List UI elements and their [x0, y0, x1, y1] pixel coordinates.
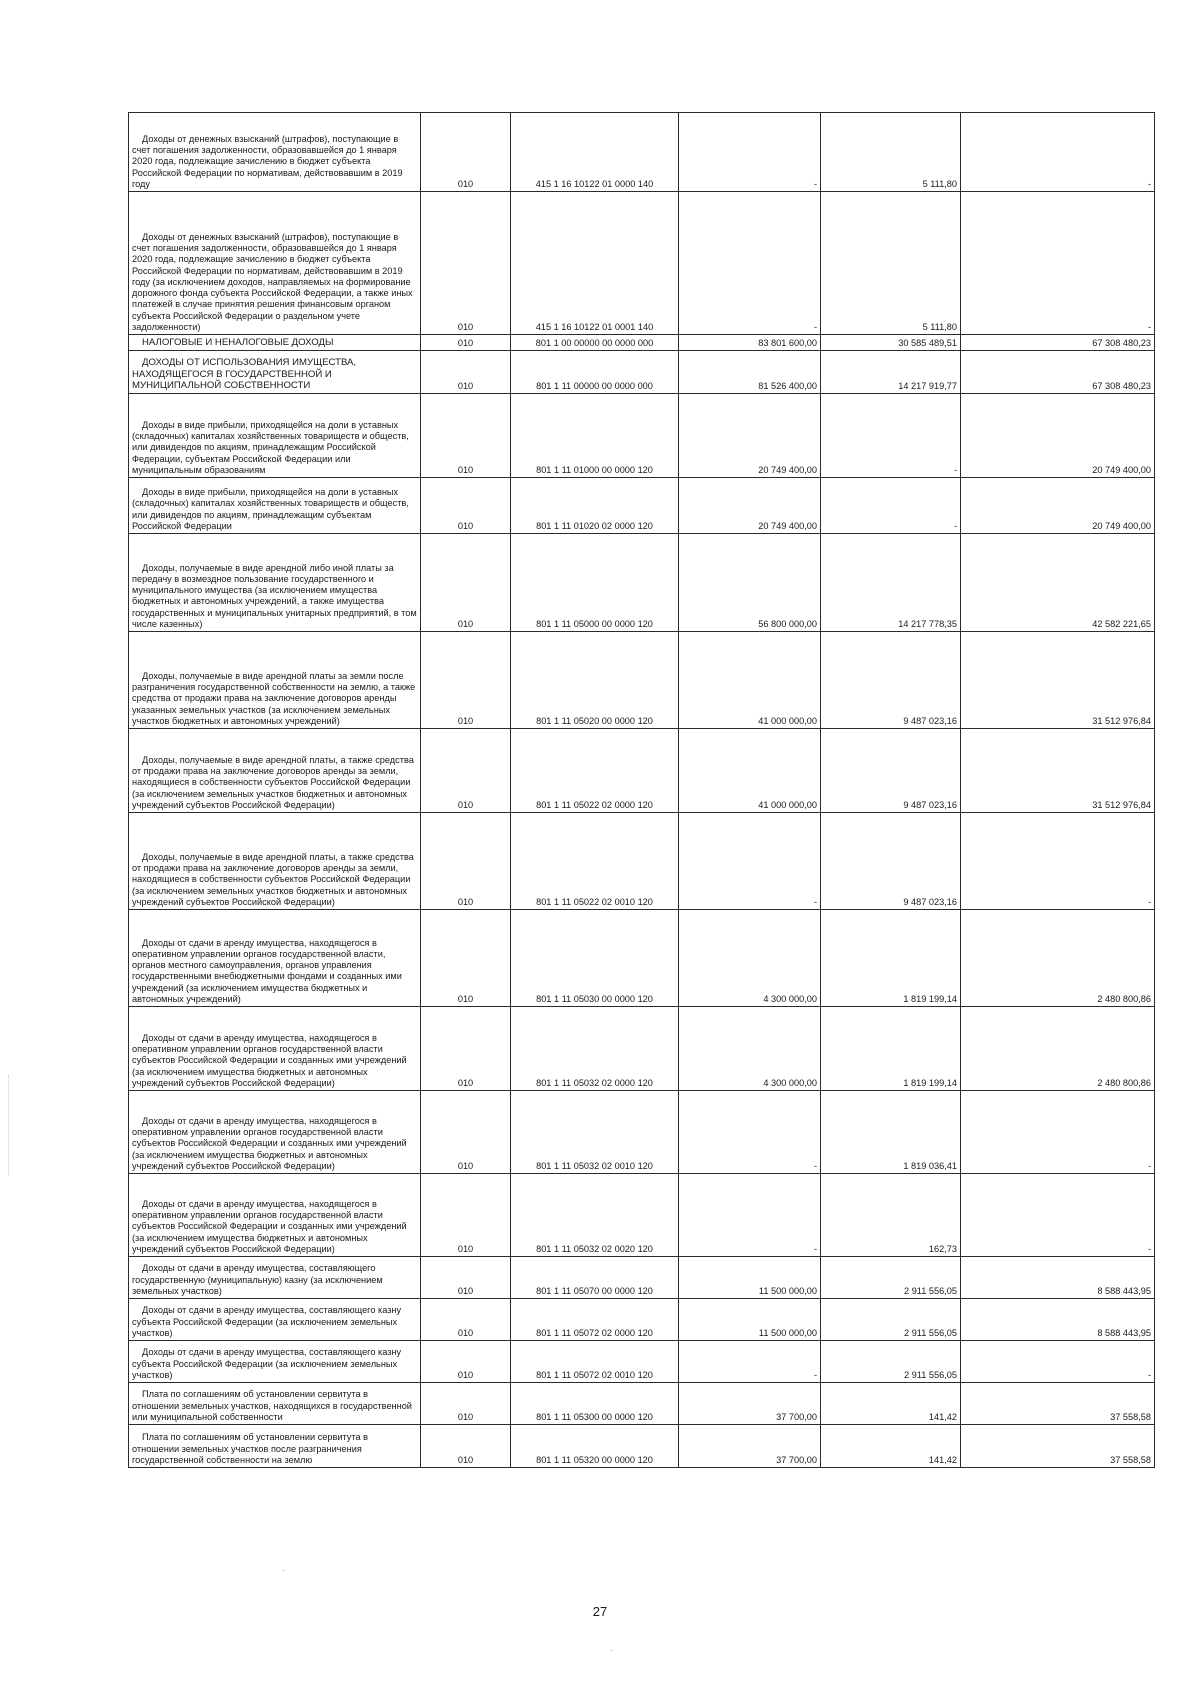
row-fact-cell: 2 911 556,05: [821, 1257, 961, 1299]
row-fact-cell: 14 217 919,77: [821, 351, 961, 394]
row-code-cell: 010: [421, 632, 511, 729]
row-name-cell: Доходы от сдачи в аренду имущества, составляющего казну субъекта Российской Федерации (за исключением земельных участков): [129, 1299, 421, 1341]
table-row: [129, 478, 1155, 534]
row-code-cell: 010: [421, 1299, 511, 1341]
row-kbk-cell: 801 1 11 05032 02 0000 120: [511, 1007, 679, 1091]
row-plan-cell: 41 000 000,00: [679, 632, 821, 729]
row-code-cell: 010: [421, 1341, 511, 1383]
row-plan-cell: 4 300 000,00: [679, 910, 821, 1007]
row-plan-cell: 11 500 000,00: [679, 1299, 821, 1341]
row-name-cell: Доходы от сдачи в аренду имущества, находящегося в оперативном управлении органов государственной власти субъектов Российской Федерации и созданных ими учреждений (за исключением имущества бюджетных и автономных учреждений субъектов Российской Федерации): [129, 1007, 421, 1091]
row-name-cell: Доходы от сдачи в аренду имущества, находящегося в оперативном управлении органов государственной власти субъектов Российской Федерации и созданных ими учреждений (за исключением имущества бюджетных и автономных учреждений субъектов Российской Федерации): [129, 1174, 421, 1257]
row-rest-cell: -: [961, 1341, 1155, 1383]
row-name-cell: Доходы, получаемые в виде арендной либо иной платы за передачу в возмездное пользование государственного и муниципального имущества (за исключением имущества бюджетных и автономных учреждений, а также имущества государственных и муниципальных унитарных предприятий, в том числе казенных): [129, 534, 421, 632]
row-name-cell: Доходы от сдачи в аренду имущества, находящегося в оперативном управлении органов государственной власти, органов местного самоуправления, органов управления государственными внебюджетными фондами и созданных ими учреждений (за исключением имущества бюджетных и автономных учреждений): [129, 910, 421, 1007]
row-fact-cell: 141,42: [821, 1383, 961, 1425]
row-kbk-cell: 801 1 11 05020 00 0000 120: [511, 632, 679, 729]
table-row: [129, 1383, 1155, 1425]
row-code-cell: 010: [421, 910, 511, 1007]
row-plan-cell: -: [679, 1341, 821, 1383]
row-fact-cell: 1 819 199,14: [821, 1007, 961, 1091]
row-kbk-cell: 801 1 11 05300 00 0000 120: [511, 1383, 679, 1425]
row-kbk-cell: 415 1 16 10122 01 0001 140: [511, 192, 679, 335]
row-code-cell: 010: [421, 1257, 511, 1299]
row-rest-cell: 37 558,58: [961, 1383, 1155, 1425]
row-rest-cell: 42 582 221,65: [961, 534, 1155, 632]
row-name-cell: Доходы от денежных взысканий (штрафов), поступающие в счет погашения задолженности, образовавшейся до 1 января 2020 года, подлежащие зачислению в бюджет субъекта Российской Федерации по нормативам, действовавшим в 2019 году: [129, 113, 421, 192]
row-rest-cell: -: [961, 113, 1155, 192]
row-rest-cell: -: [961, 1174, 1155, 1257]
row-code-cell: 010: [421, 729, 511, 813]
row-name-cell: Доходы, получаемые в виде арендной платы, а также средства от продажи права на заключение договоров аренды за земли, находящиеся в собственности субъектов Российской Федерации (за исключением земельных участков бюджетных и автономных учреждений субъектов Российской Федерации): [129, 813, 421, 910]
row-rest-cell: -: [961, 813, 1155, 910]
row-plan-cell: 81 526 400,00: [679, 351, 821, 394]
table-row: [129, 351, 1155, 394]
row-plan-cell: 4 300 000,00: [679, 1007, 821, 1091]
row-kbk-cell: 801 1 11 01020 02 0000 120: [511, 478, 679, 534]
table-row: [129, 1174, 1155, 1257]
table-row: [129, 1425, 1155, 1468]
row-name-cell: Доходы от сдачи в аренду имущества, находящегося в оперативном управлении органов государственной власти субъектов Российской Федерации и созданных ими учреждений (за исключением имущества бюджетных и автономных учреждений субъектов Российской Федерации): [129, 1091, 421, 1174]
row-plan-cell: 37 700,00: [679, 1383, 821, 1425]
row-kbk-cell: 801 1 11 05072 02 0010 120: [511, 1341, 679, 1383]
table-body: [129, 113, 1155, 1468]
scan-speck: [283, 1570, 284, 1571]
row-kbk-cell: 801 1 11 05022 02 0000 120: [511, 729, 679, 813]
row-rest-cell: 67 308 480,23: [961, 335, 1155, 351]
row-name-cell: ДОХОДЫ ОТ ИСПОЛЬЗОВАНИЯ ИМУЩЕСТВА, НАХОДЯЩЕГОСЯ В ГОСУДАРСТВЕННОЙ И МУНИЦИПАЛЬНОЙ СОБСТВЕННОСТИ: [129, 351, 421, 394]
row-rest-cell: 37 558,58: [961, 1425, 1155, 1468]
row-fact-cell: -: [821, 394, 961, 478]
row-name-cell: Плата по соглашениям об установлении сервитута в отношении земельных участков, находящихся в государственной или муниципальной собственности: [129, 1383, 421, 1425]
row-plan-cell: 83 801 600,00: [679, 335, 821, 351]
table-row: [129, 813, 1155, 910]
row-plan-cell: 41 000 000,00: [679, 729, 821, 813]
row-fact-cell: 9 487 023,16: [821, 813, 961, 910]
row-fact-cell: 1 819 036,41: [821, 1091, 961, 1174]
row-kbk-cell: 801 1 11 05032 02 0020 120: [511, 1174, 679, 1257]
scan-speck: [611, 1650, 612, 1651]
row-name-cell: Доходы от сдачи в аренду имущества, составляющего казну субъекта Российской Федерации (за исключением земельных участков): [129, 1341, 421, 1383]
row-fact-cell: 162,73: [821, 1174, 961, 1257]
row-fact-cell: 2 911 556,05: [821, 1341, 961, 1383]
row-rest-cell: 2 480 800,86: [961, 1007, 1155, 1091]
row-kbk-cell: 801 1 11 00000 00 0000 000: [511, 351, 679, 394]
row-kbk-cell: 801 1 11 05070 00 0000 120: [511, 1257, 679, 1299]
row-kbk-cell: 801 1 11 05320 00 0000 120: [511, 1425, 679, 1468]
row-fact-cell: 14 217 778,35: [821, 534, 961, 632]
row-plan-cell: 20 749 400,00: [679, 478, 821, 534]
row-code-cell: 010: [421, 1383, 511, 1425]
row-rest-cell: 2 480 800,86: [961, 910, 1155, 1007]
row-code-cell: 010: [421, 1174, 511, 1257]
row-code-cell: 010: [421, 534, 511, 632]
row-fact-cell: 5 111,80: [821, 113, 961, 192]
table-row: [129, 113, 1155, 192]
row-fact-cell: 2 911 556,05: [821, 1299, 961, 1341]
table-row: [129, 910, 1155, 1007]
row-name-cell: Доходы, получаемые в виде арендной платы, а также средства от продажи права на заключение договоров аренды за земли, находящиеся в собственности субъектов Российской Федерации (за исключением земельных участков бюджетных и автономных учреждений субъектов Российской Федерации): [129, 729, 421, 813]
revenue-table: [128, 112, 1155, 1468]
row-plan-cell: 20 749 400,00: [679, 394, 821, 478]
row-name-cell: Доходы в виде прибыли, приходящейся на доли в уставных (складочных) капиталах хозяйственных товариществ и обществ, или дивидендов по акциям, принадлежащим Российской Федерации, субъектам Российской Федерации или муниципальным образованиям: [129, 394, 421, 478]
table-row: [129, 1091, 1155, 1174]
row-plan-cell: -: [679, 1091, 821, 1174]
row-plan-cell: -: [679, 113, 821, 192]
row-name-cell: Доходы в виде прибыли, приходящейся на доли в уставных (складочных) капиталах хозяйственных товариществ и обществ, или дивидендов по акциям, принадлежащим субъектам Российской Федерации: [129, 478, 421, 534]
table-row: [129, 632, 1155, 729]
row-code-cell: 010: [421, 394, 511, 478]
row-code-cell: 010: [421, 1007, 511, 1091]
row-rest-cell: 31 512 976,84: [961, 632, 1155, 729]
row-plan-cell: -: [679, 1174, 821, 1257]
row-fact-cell: 30 585 489,51: [821, 335, 961, 351]
row-fact-cell: 141,42: [821, 1425, 961, 1468]
row-rest-cell: -: [961, 1091, 1155, 1174]
row-code-cell: 010: [421, 1425, 511, 1468]
row-kbk-cell: 801 1 11 01000 00 0000 120: [511, 394, 679, 478]
row-code-cell: 010: [421, 335, 511, 351]
row-code-cell: 010: [421, 192, 511, 335]
row-fact-cell: 9 487 023,16: [821, 632, 961, 729]
row-fact-cell: 9 487 023,16: [821, 729, 961, 813]
row-kbk-cell: 801 1 11 05030 00 0000 120: [511, 910, 679, 1007]
scan-edge-mark: [8, 1075, 10, 1175]
row-name-cell: Доходы, получаемые в виде арендной платы за земли после разграничения государственной собственности на землю, а также средства от продажи права на заключение договоров аренды указанных земельных участков (за исключением земельных участков бюджетных и автономных учреждений): [129, 632, 421, 729]
row-name-cell: Доходы от денежных взысканий (штрафов), поступающие в счет погашения задолженности, образовавшейся до 1 января 2020 года, подлежащие зачислению в бюджет субъекта Российской Федерации по нормативам, действовавшим в 2019 году (за исключением доходов, направляемых на формирование дорожного фонда субъекта Российской Федерации, а также иных платежей в случае принятия решения финансовым органом субъекта Российской Федерации о раздельном учете задолженности): [129, 192, 421, 335]
row-code-cell: 010: [421, 351, 511, 394]
row-rest-cell: -: [961, 192, 1155, 335]
row-plan-cell: 11 500 000,00: [679, 1257, 821, 1299]
table-row: [129, 1007, 1155, 1091]
row-fact-cell: -: [821, 478, 961, 534]
row-code-cell: 010: [421, 478, 511, 534]
row-fact-cell: 1 819 199,14: [821, 910, 961, 1007]
row-kbk-cell: 801 1 11 05022 02 0010 120: [511, 813, 679, 910]
row-fact-cell: 5 111,80: [821, 192, 961, 335]
row-rest-cell: 20 749 400,00: [961, 478, 1155, 534]
page-number: 27: [592, 1604, 608, 1619]
table-row: [129, 394, 1155, 478]
table-row: [129, 729, 1155, 813]
row-code-cell: 010: [421, 1091, 511, 1174]
row-kbk-cell: 415 1 16 10122 01 0000 140: [511, 113, 679, 192]
table-row: [129, 1257, 1155, 1299]
row-kbk-cell: 801 1 11 05032 02 0010 120: [511, 1091, 679, 1174]
table-row: [129, 192, 1155, 335]
row-rest-cell: 8 588 443,95: [961, 1299, 1155, 1341]
table-row: [129, 1299, 1155, 1341]
row-plan-cell: -: [679, 813, 821, 910]
table-row: [129, 1341, 1155, 1383]
row-rest-cell: 67 308 480,23: [961, 351, 1155, 394]
row-kbk-cell: 801 1 11 05000 00 0000 120: [511, 534, 679, 632]
row-name-cell: НАЛОГОВЫЕ И НЕНАЛОГОВЫЕ ДОХОДЫ: [129, 335, 421, 351]
row-name-cell: Плата по соглашениям об установлении сервитута в отношении земельных участков после разграничения государственной собственности на землю: [129, 1425, 421, 1468]
row-kbk-cell: 801 1 00 00000 00 0000 000: [511, 335, 679, 351]
row-code-cell: 010: [421, 113, 511, 192]
row-plan-cell: -: [679, 192, 821, 335]
row-rest-cell: 31 512 976,84: [961, 729, 1155, 813]
row-code-cell: 010: [421, 813, 511, 910]
table-row: [129, 534, 1155, 632]
row-name-cell: Доходы от сдачи в аренду имущества, составляющего государственную (муниципальную) казну (за исключением земельных участков): [129, 1257, 421, 1299]
row-rest-cell: 20 749 400,00: [961, 394, 1155, 478]
table-row: [129, 335, 1155, 351]
row-plan-cell: 56 800 000,00: [679, 534, 821, 632]
row-rest-cell: 8 588 443,95: [961, 1257, 1155, 1299]
row-kbk-cell: 801 1 11 05072 02 0000 120: [511, 1299, 679, 1341]
row-plan-cell: 37 700,00: [679, 1425, 821, 1468]
